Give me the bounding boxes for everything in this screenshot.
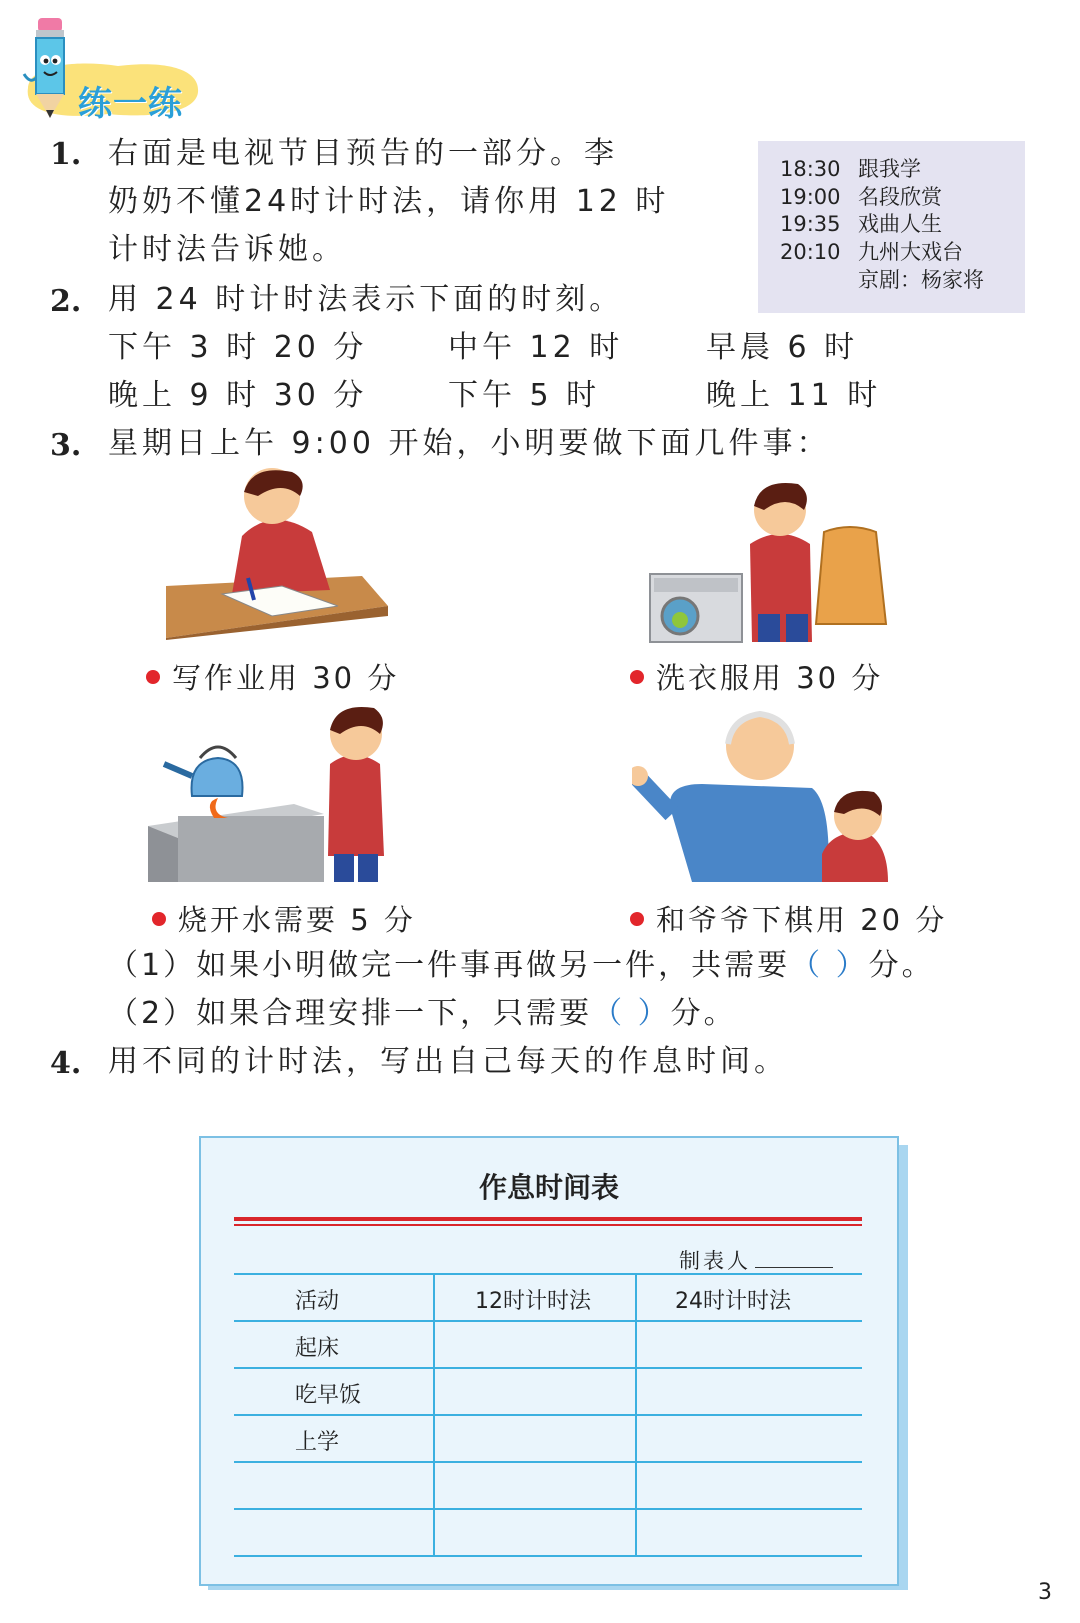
tv-schedule-row bbox=[780, 208, 942, 238]
task-caption-kettle bbox=[152, 898, 416, 939]
q2-intro: 用 24 时计时法表示下面的时刻。 bbox=[108, 282, 624, 317]
laundry-illustration bbox=[640, 474, 892, 644]
q3-intro: 星期日上午 9:00 开始，小明要做下面几件事： bbox=[108, 426, 831, 461]
q2-time-item: 下午 3 时 20 分 bbox=[108, 330, 368, 365]
q3-sub2 bbox=[108, 990, 737, 1038]
page-number: 3 bbox=[1038, 1580, 1052, 1605]
q4-intro: 用不同的计时法，写出自己每天的作息时间。 bbox=[108, 1044, 788, 1079]
title-rule bbox=[234, 1217, 862, 1221]
title-rule bbox=[234, 1224, 862, 1226]
maker-blank[interactable] bbox=[755, 1249, 833, 1268]
table-header-12h: 12时计时法 bbox=[475, 1289, 591, 1314]
table-header-activity: 活动 bbox=[295, 1289, 340, 1314]
tv-program: 名段欣赏 bbox=[858, 185, 942, 209]
table-title: 作息时间表 bbox=[478, 1171, 619, 1204]
q3-sub2-suffix: 分。 bbox=[670, 996, 737, 1031]
table-rule bbox=[234, 1461, 862, 1463]
q2-time-item: 早晨 6 时 bbox=[706, 330, 859, 365]
tv-schedule-box bbox=[758, 141, 1025, 313]
task-label: 洗衣服用 30 分 bbox=[656, 661, 884, 695]
table-rule bbox=[234, 1320, 862, 1322]
q2-time-item: 中午 12 时 bbox=[448, 330, 624, 365]
tv-program: 京剧：杨家将 bbox=[858, 268, 984, 292]
bullet-dot-icon bbox=[146, 670, 160, 684]
table-header-24h: 24时计时法 bbox=[675, 1289, 791, 1314]
maker-label: 制表人 bbox=[679, 1249, 751, 1273]
question-number-4: 4. bbox=[50, 1046, 82, 1081]
table-rule bbox=[234, 1414, 862, 1416]
question-number-2: 2. bbox=[50, 284, 82, 319]
task-caption-chess bbox=[630, 898, 947, 939]
tv-schedule-row bbox=[780, 264, 984, 294]
question-number-1: 1. bbox=[50, 137, 82, 172]
q2-time-item: 晚上 9 时 30 分 bbox=[108, 378, 368, 413]
tv-time: 20:10 bbox=[780, 240, 841, 264]
grandpa-illustration bbox=[632, 704, 902, 882]
task-caption-laundry bbox=[630, 656, 883, 697]
q1-line-3: 计时法告诉她。 bbox=[108, 232, 346, 267]
answer-blank[interactable]: （ ） bbox=[592, 996, 671, 1031]
tv-schedule-row bbox=[780, 181, 942, 211]
table-rule bbox=[234, 1555, 862, 1557]
q3-sub1 bbox=[108, 942, 935, 990]
tv-time: 19:00 bbox=[780, 185, 841, 209]
homework-illustration bbox=[162, 466, 390, 640]
q2-time-item: 下午 5 时 bbox=[448, 378, 601, 413]
kettle-illustration bbox=[144, 706, 414, 882]
q3-sub1-suffix: 分。 bbox=[868, 948, 935, 983]
q3-sub1-text: （1）如果小明做完一件事再做另一件，共需要 bbox=[108, 948, 791, 983]
tv-schedule-row bbox=[780, 236, 963, 266]
q1-line-1: 右面是电视节目预告的一部分。李 bbox=[108, 136, 618, 171]
section-title: 练一练 bbox=[78, 84, 183, 124]
tv-program: 戏曲人生 bbox=[858, 212, 942, 236]
tv-program: 九州大戏台 bbox=[858, 240, 963, 264]
table-row-label: 起床 bbox=[295, 1336, 340, 1361]
table-row-label: 上学 bbox=[295, 1430, 340, 1455]
bullet-dot-icon bbox=[152, 912, 166, 926]
table-column-rule bbox=[635, 1273, 637, 1556]
tv-time: 18:30 bbox=[780, 157, 841, 181]
pencil-mascot-icon bbox=[20, 14, 80, 122]
bullet-dot-icon bbox=[630, 912, 644, 926]
q1-line-2: 奶奶不懂24时计时法，请你用 12 时 bbox=[108, 184, 670, 219]
task-label: 和爷爷下棋用 20 分 bbox=[656, 903, 948, 937]
answer-blank[interactable]: （ ） bbox=[790, 948, 869, 983]
task-label: 烧开水需要 5 分 bbox=[178, 903, 416, 937]
task-caption-homework bbox=[146, 656, 399, 697]
q2-time-item: 晚上 11 时 bbox=[706, 378, 882, 413]
table-row-label: 吃早饭 bbox=[295, 1383, 362, 1408]
task-label: 写作业用 30 分 bbox=[172, 661, 400, 695]
tv-schedule-row bbox=[780, 153, 921, 183]
question-number-3: 3. bbox=[50, 428, 82, 463]
table-rule bbox=[234, 1367, 862, 1369]
table-column-rule bbox=[433, 1273, 435, 1556]
q3-sub2-text: （2）如果合理安排一下，只需要 bbox=[108, 996, 593, 1031]
bullet-dot-icon bbox=[630, 670, 644, 684]
table-maker-field bbox=[679, 1245, 833, 1275]
table-rule bbox=[234, 1273, 862, 1275]
schedule-table-card bbox=[199, 1136, 899, 1586]
tv-program: 跟我学 bbox=[858, 157, 921, 181]
tv-time: 19:35 bbox=[780, 212, 841, 236]
table-rule bbox=[234, 1508, 862, 1510]
